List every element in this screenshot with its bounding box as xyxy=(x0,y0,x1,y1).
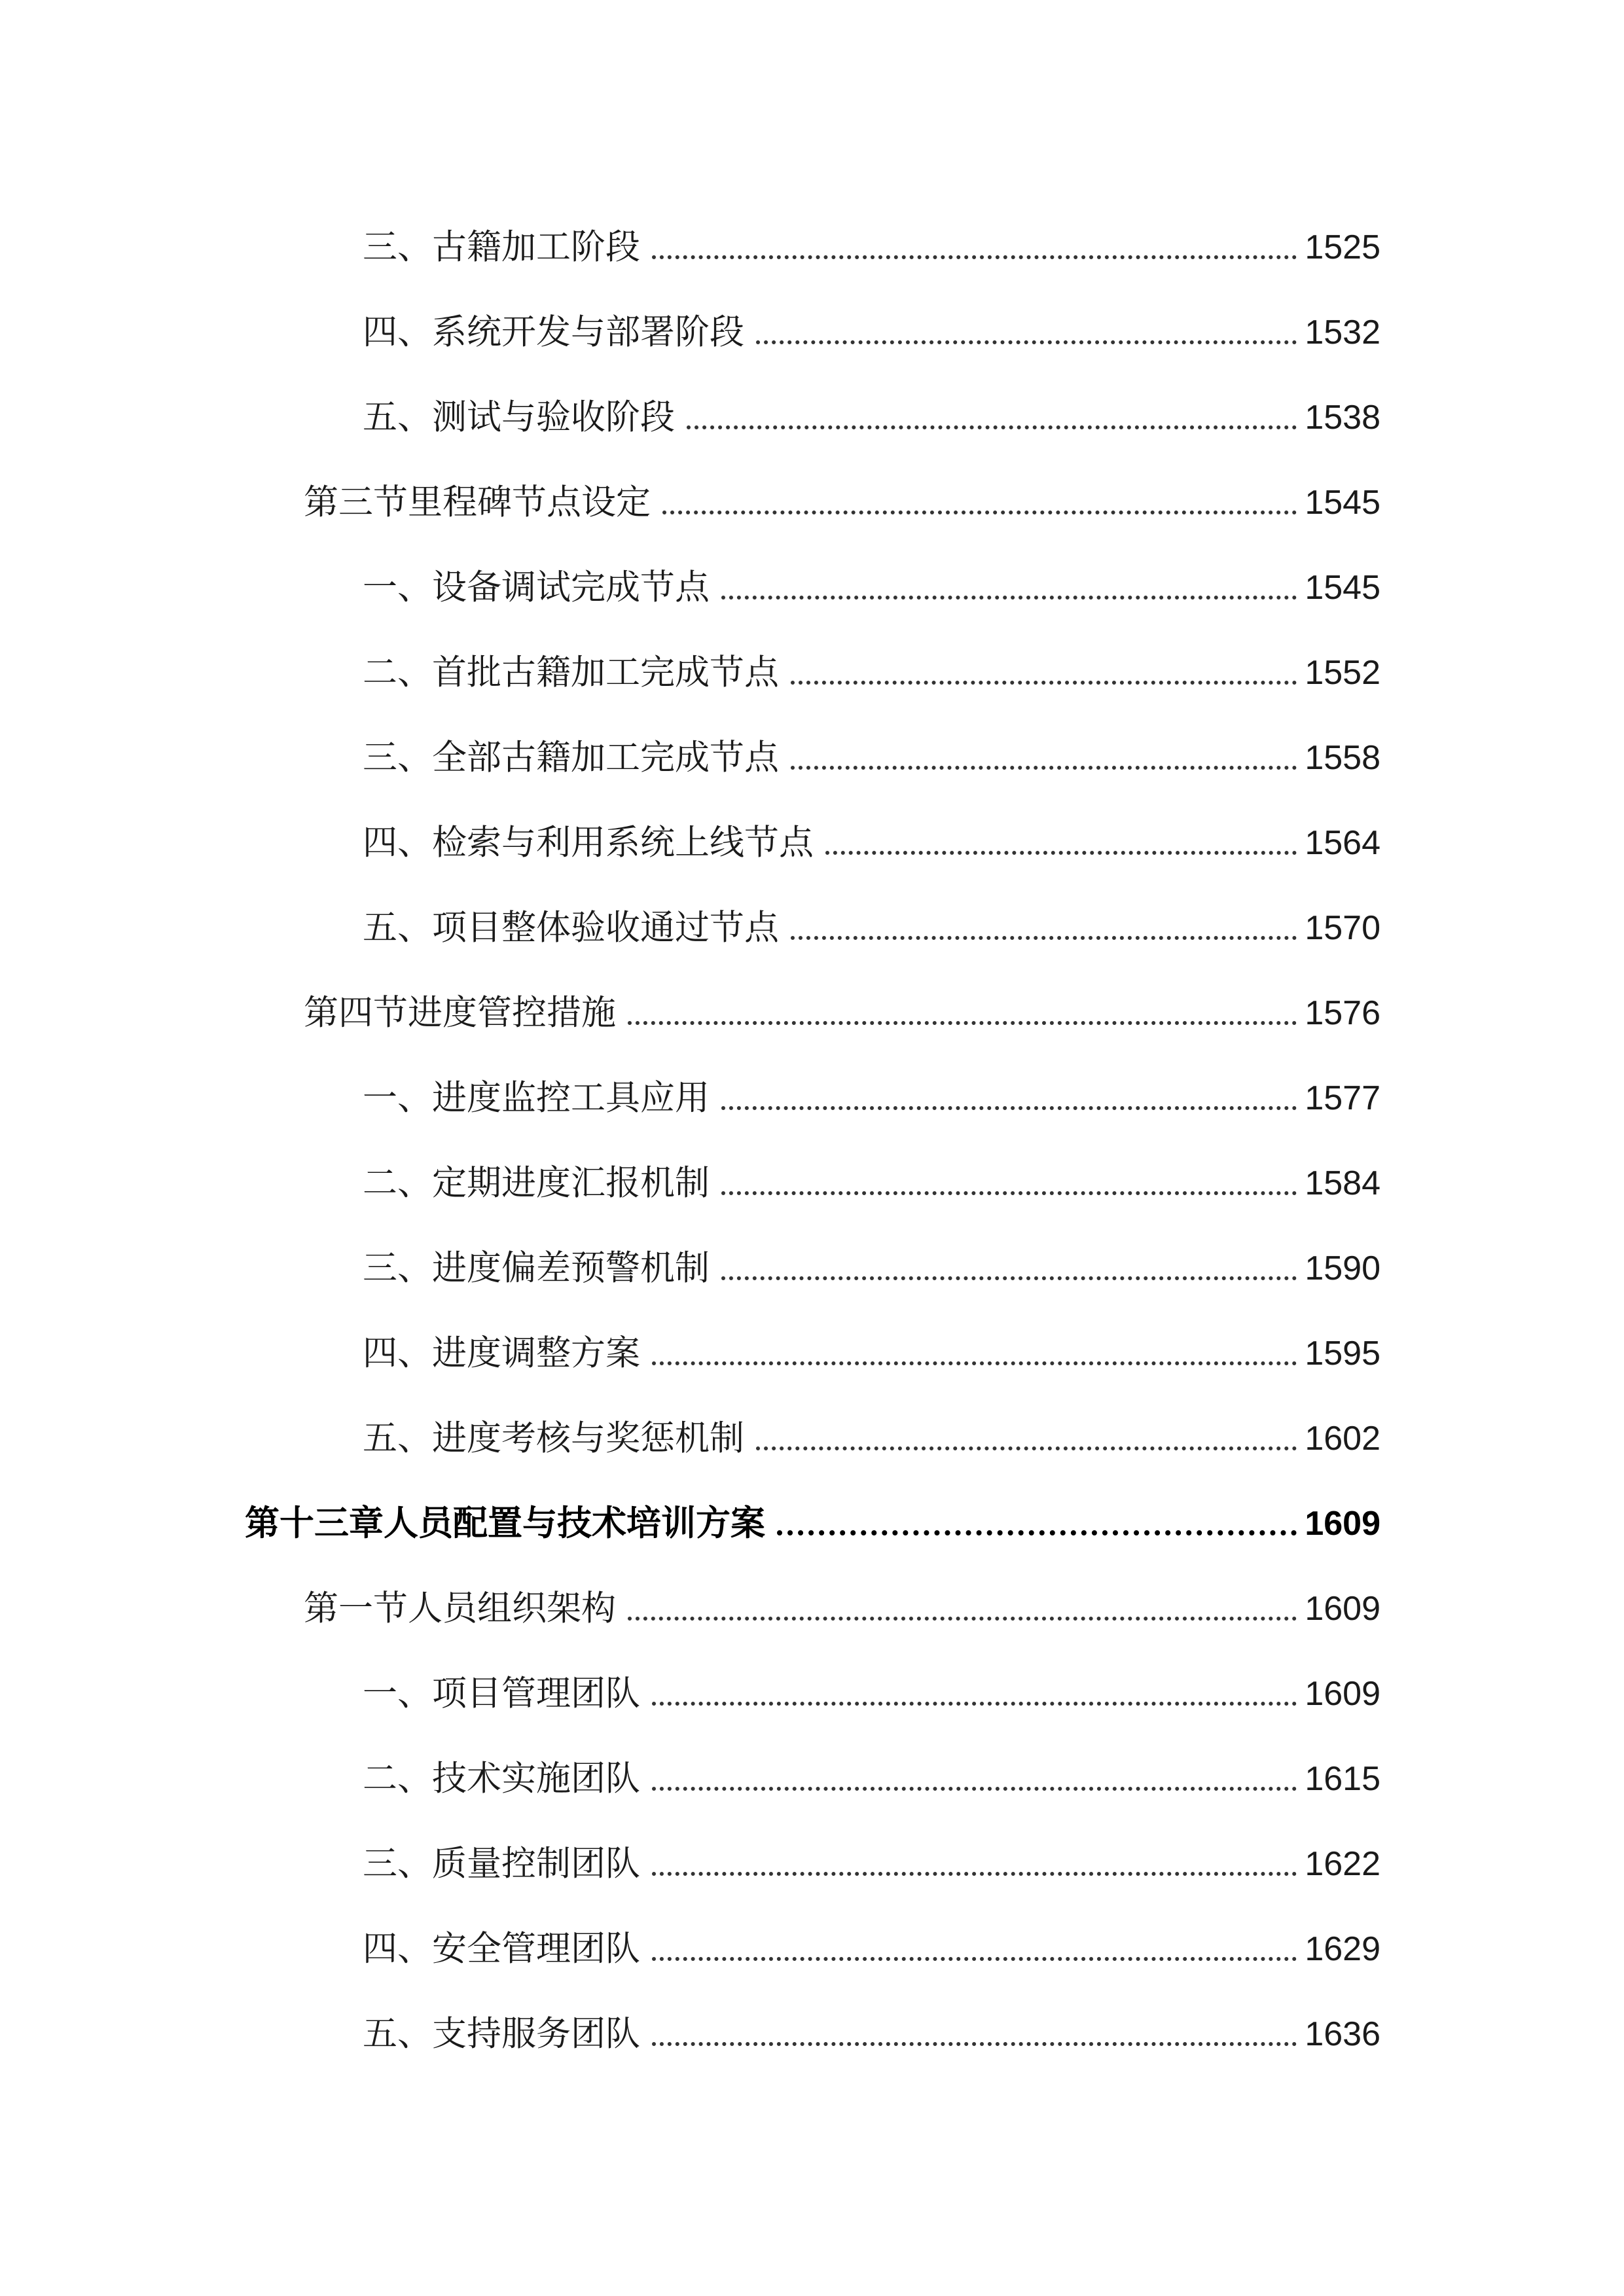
toc-dot-leader xyxy=(825,851,1297,855)
toc-entry[interactable] xyxy=(304,465,1380,524)
toc-entry[interactable] xyxy=(363,1996,1380,2055)
toc-entry[interactable] xyxy=(304,975,1380,1034)
toc-entry-title: 四、系统开发与部署阶段 xyxy=(363,312,744,352)
toc-entry-title: 四、安全管理团队 xyxy=(363,1929,640,1969)
toc-entry[interactable] xyxy=(363,1230,1380,1289)
toc-dot-leader xyxy=(652,255,1297,259)
toc-entry[interactable] xyxy=(363,1145,1380,1204)
toc-dot-leader xyxy=(756,1446,1297,1450)
toc-page-number: 1636 xyxy=(1305,2015,1380,2053)
toc-entry-title: 五、进度考核与奖惩机制 xyxy=(363,1418,744,1458)
toc-entry-title: 五、支持服务团队 xyxy=(363,2014,640,2054)
toc-entry[interactable] xyxy=(363,1656,1380,1715)
toc-page-number: 1609 xyxy=(1305,1505,1380,1543)
toc-dot-leader xyxy=(662,511,1297,514)
toc-entry-title: 第十三章人员配置与技术培训方案 xyxy=(245,1503,765,1543)
toc-dot-leader xyxy=(756,340,1297,344)
toc-dot-leader xyxy=(777,1530,1297,1535)
toc-dot-leader xyxy=(652,1787,1297,1791)
toc-entry[interactable] xyxy=(363,550,1380,609)
toc-page-number: 1629 xyxy=(1305,1930,1380,1968)
toc-dot-leader xyxy=(652,1361,1297,1365)
toc-dot-leader xyxy=(791,936,1297,940)
toc-dot-leader xyxy=(652,1872,1297,1876)
toc-dot-leader xyxy=(628,1617,1297,1621)
toc-entry[interactable] xyxy=(363,635,1380,694)
toc-dot-leader xyxy=(721,1191,1297,1195)
toc-entry-title: 五、测试与验收阶段 xyxy=(363,397,675,437)
toc-page-number: 1552 xyxy=(1305,654,1380,692)
toc-chapter-entry[interactable] xyxy=(245,1486,1380,1545)
toc-dot-leader xyxy=(652,1702,1297,1706)
toc-entry-title: 三、全部古籍加工完成节点 xyxy=(363,738,779,778)
toc-entry[interactable] xyxy=(363,1401,1380,1460)
toc-page-number: 1609 xyxy=(1305,1675,1380,1713)
toc-page-number: 1577 xyxy=(1305,1079,1380,1117)
toc-page-number: 1584 xyxy=(1305,1164,1380,1202)
toc-dot-leader xyxy=(652,1957,1297,1961)
toc-entry-title: 第一节人员组织架构 xyxy=(304,1588,616,1628)
toc-page-number: 1532 xyxy=(1305,314,1380,351)
toc-dot-leader xyxy=(791,681,1297,685)
toc-entry-title: 二、首批古籍加工完成节点 xyxy=(363,653,779,692)
toc-entry-title: 第四节进度管控措施 xyxy=(304,993,616,1033)
toc-dot-leader xyxy=(687,425,1297,429)
toc-page-number: 1538 xyxy=(1305,399,1380,437)
toc-dot-leader xyxy=(652,2042,1297,2046)
toc-entry[interactable] xyxy=(363,1316,1380,1374)
toc-page-number: 1545 xyxy=(1305,569,1380,607)
toc-entry[interactable] xyxy=(363,720,1380,779)
toc-page-number: 1576 xyxy=(1305,994,1380,1032)
toc-entry-title: 三、古籍加工阶段 xyxy=(363,227,640,267)
toc-dot-leader xyxy=(721,1276,1297,1280)
toc-page-number: 1602 xyxy=(1305,1420,1380,1458)
toc-entry-title: 二、技术实施团队 xyxy=(363,1759,640,1799)
toc-dot-leader xyxy=(791,766,1297,770)
toc-entry[interactable] xyxy=(363,1741,1380,1800)
toc-page-number: 1558 xyxy=(1305,739,1380,777)
toc-entry-title: 四、检索与利用系统上线节点 xyxy=(363,823,814,863)
toc-entry[interactable] xyxy=(363,295,1380,353)
toc-page-number: 1564 xyxy=(1305,824,1380,862)
toc-page-number: 1570 xyxy=(1305,909,1380,947)
toc-entry-title: 二、定期进度汇报机制 xyxy=(363,1163,710,1203)
toc-page-number: 1615 xyxy=(1305,1760,1380,1798)
toc-page-number: 1545 xyxy=(1305,484,1380,522)
toc-entry-title: 四、进度调整方案 xyxy=(363,1333,640,1373)
toc-page-number: 1595 xyxy=(1305,1335,1380,1372)
toc-entry-title: 一、项目管理团队 xyxy=(363,1674,640,1713)
toc-dot-leader xyxy=(721,596,1297,600)
toc-entry[interactable] xyxy=(304,1571,1380,1630)
toc-entry[interactable] xyxy=(363,1911,1380,1970)
toc-page-number: 1590 xyxy=(1305,1249,1380,1287)
toc-entry[interactable] xyxy=(363,380,1380,439)
toc-page-number: 1525 xyxy=(1305,228,1380,266)
toc-dot-leader xyxy=(628,1021,1297,1025)
toc-entry[interactable] xyxy=(363,1826,1380,1885)
toc-page-number: 1609 xyxy=(1305,1590,1380,1628)
toc-entry-title: 五、项目整体验收通过节点 xyxy=(363,908,779,948)
toc-entry-title: 第三节里程碑节点设定 xyxy=(304,482,651,522)
toc-entry[interactable] xyxy=(363,805,1380,864)
toc-entry-title: 三、质量控制团队 xyxy=(363,1844,640,1884)
toc-entry-title: 一、进度监控工具应用 xyxy=(363,1078,710,1118)
toc-entry[interactable] xyxy=(363,890,1380,949)
toc-page-number: 1622 xyxy=(1305,1845,1380,1883)
toc-dot-leader xyxy=(721,1106,1297,1110)
toc-entry[interactable] xyxy=(363,209,1380,268)
toc-entry-title: 三、进度偏差预警机制 xyxy=(363,1248,710,1288)
toc-entry-title: 一、设备调试完成节点 xyxy=(363,567,710,607)
toc-entry[interactable] xyxy=(363,1060,1380,1119)
